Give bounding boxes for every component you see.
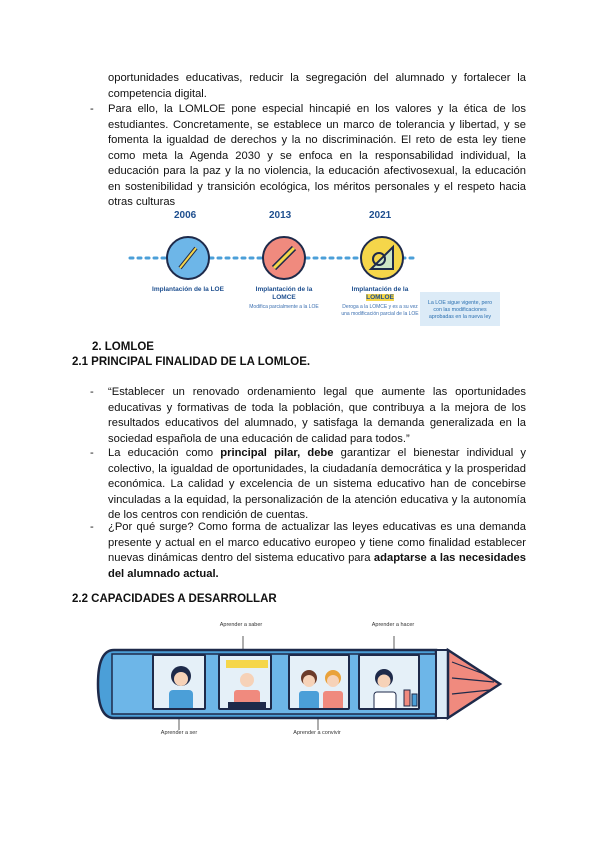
ruler-icon bbox=[262, 236, 306, 280]
bullet-dash: - bbox=[90, 521, 94, 533]
quote-paragraph: “Establecer un renovado ordenamiento legal que aumente las oportunidades educativas y formativas de toda la población, que contribuya a la mejora de los resultados educativos del alumnado, y satisfaga la demanda generalizada en la sociedad española de una educación de calidad para todos.” bbox=[108, 386, 526, 445]
set-square-icon bbox=[360, 236, 404, 280]
student-learning-illustration bbox=[152, 654, 206, 710]
bullet-dash: - bbox=[90, 103, 94, 115]
bullet-dash: - bbox=[90, 447, 94, 459]
why-paragraph: ¿Por qué surge? Como forma de actualizar las leyes educativas es una demanda presente y actual en el marco educativo europeo y tiene como finalidad establecer nuevas dinámicas dentro del sistema educativo para adaptarse a las necesidades del alumnado actual. bbox=[108, 521, 526, 580]
timeline-caption: Implantación de la LOMCE Modifica parcialmente a la LOE bbox=[249, 286, 319, 310]
timeline-caption: Implantación de la LOE bbox=[152, 286, 224, 293]
student-writing-illustration bbox=[218, 654, 272, 710]
timeline-note: La LOE sigue vigente, pero con las modificaciones aprobadas en la nueva ley bbox=[420, 292, 500, 326]
capacity-label: Aprender a hacer bbox=[371, 622, 415, 628]
section-heading: 2.2 CAPACIDADES A DESARROLLAR bbox=[72, 593, 277, 605]
student-lab-illustration bbox=[358, 654, 420, 710]
pillar-paragraph: La educación como principal pilar, debe garantizar el bienestar individual y colectivo, la igualdad de oportunidades, la ciudadanía democrática y la prosperidad económica. La calidad y excelencia de un sistema educativo han de concebirse vinculadas a la equidad, la personalización de la atención educativa y la autonomía de los centros con rendición de cuentas. bbox=[108, 447, 526, 521]
timeline-year: 2006 bbox=[174, 210, 197, 221]
timeline-year: 2021 bbox=[369, 210, 392, 221]
section-heading: 2. LOMLOE bbox=[92, 341, 154, 353]
intro-paragraph: Para ello, la LOMLOE pone especial hincapié en los valores y la ética de los estudiantes. Concretamente, se establece un marco de tolerancia y libertad, y se fomenta la igualdad de derechos y la no discriminación. El reto de esta ley tiene como meta la Agenda 2030 y se enfoca en la responsabilidad individual, la educación para la paz y la no violencia, la educación afectivosexual, la educación en sostenibilidad y transición ecológica, los méritos personales y el respeto hacia otras culturas bbox=[108, 103, 526, 208]
capacity-label: Aprender a convivir bbox=[293, 730, 341, 736]
capacity-label: Aprender a ser bbox=[160, 730, 198, 736]
timeline-caption: Implantación de la LOMLOE Deroga a la LOMCE y es a su vez una modificación parcial de la LOE bbox=[341, 286, 419, 317]
students-together-illustration bbox=[288, 654, 350, 710]
timeline-year: 2013 bbox=[269, 210, 292, 221]
pencil-icon bbox=[166, 236, 210, 280]
law-timeline bbox=[126, 204, 506, 336]
bullet-dash: - bbox=[90, 386, 94, 398]
intro-continuation: oportunidades educativas, reducir la segregación del alumnado y fortalecer la competencia digital. bbox=[108, 72, 526, 100]
capacity-label: Aprender a saber bbox=[219, 622, 263, 628]
capacities-pencil bbox=[96, 618, 510, 756]
section-heading: 2.1 PRINCIPAL FINALIDAD DE LA LOMLOE. bbox=[72, 356, 311, 368]
